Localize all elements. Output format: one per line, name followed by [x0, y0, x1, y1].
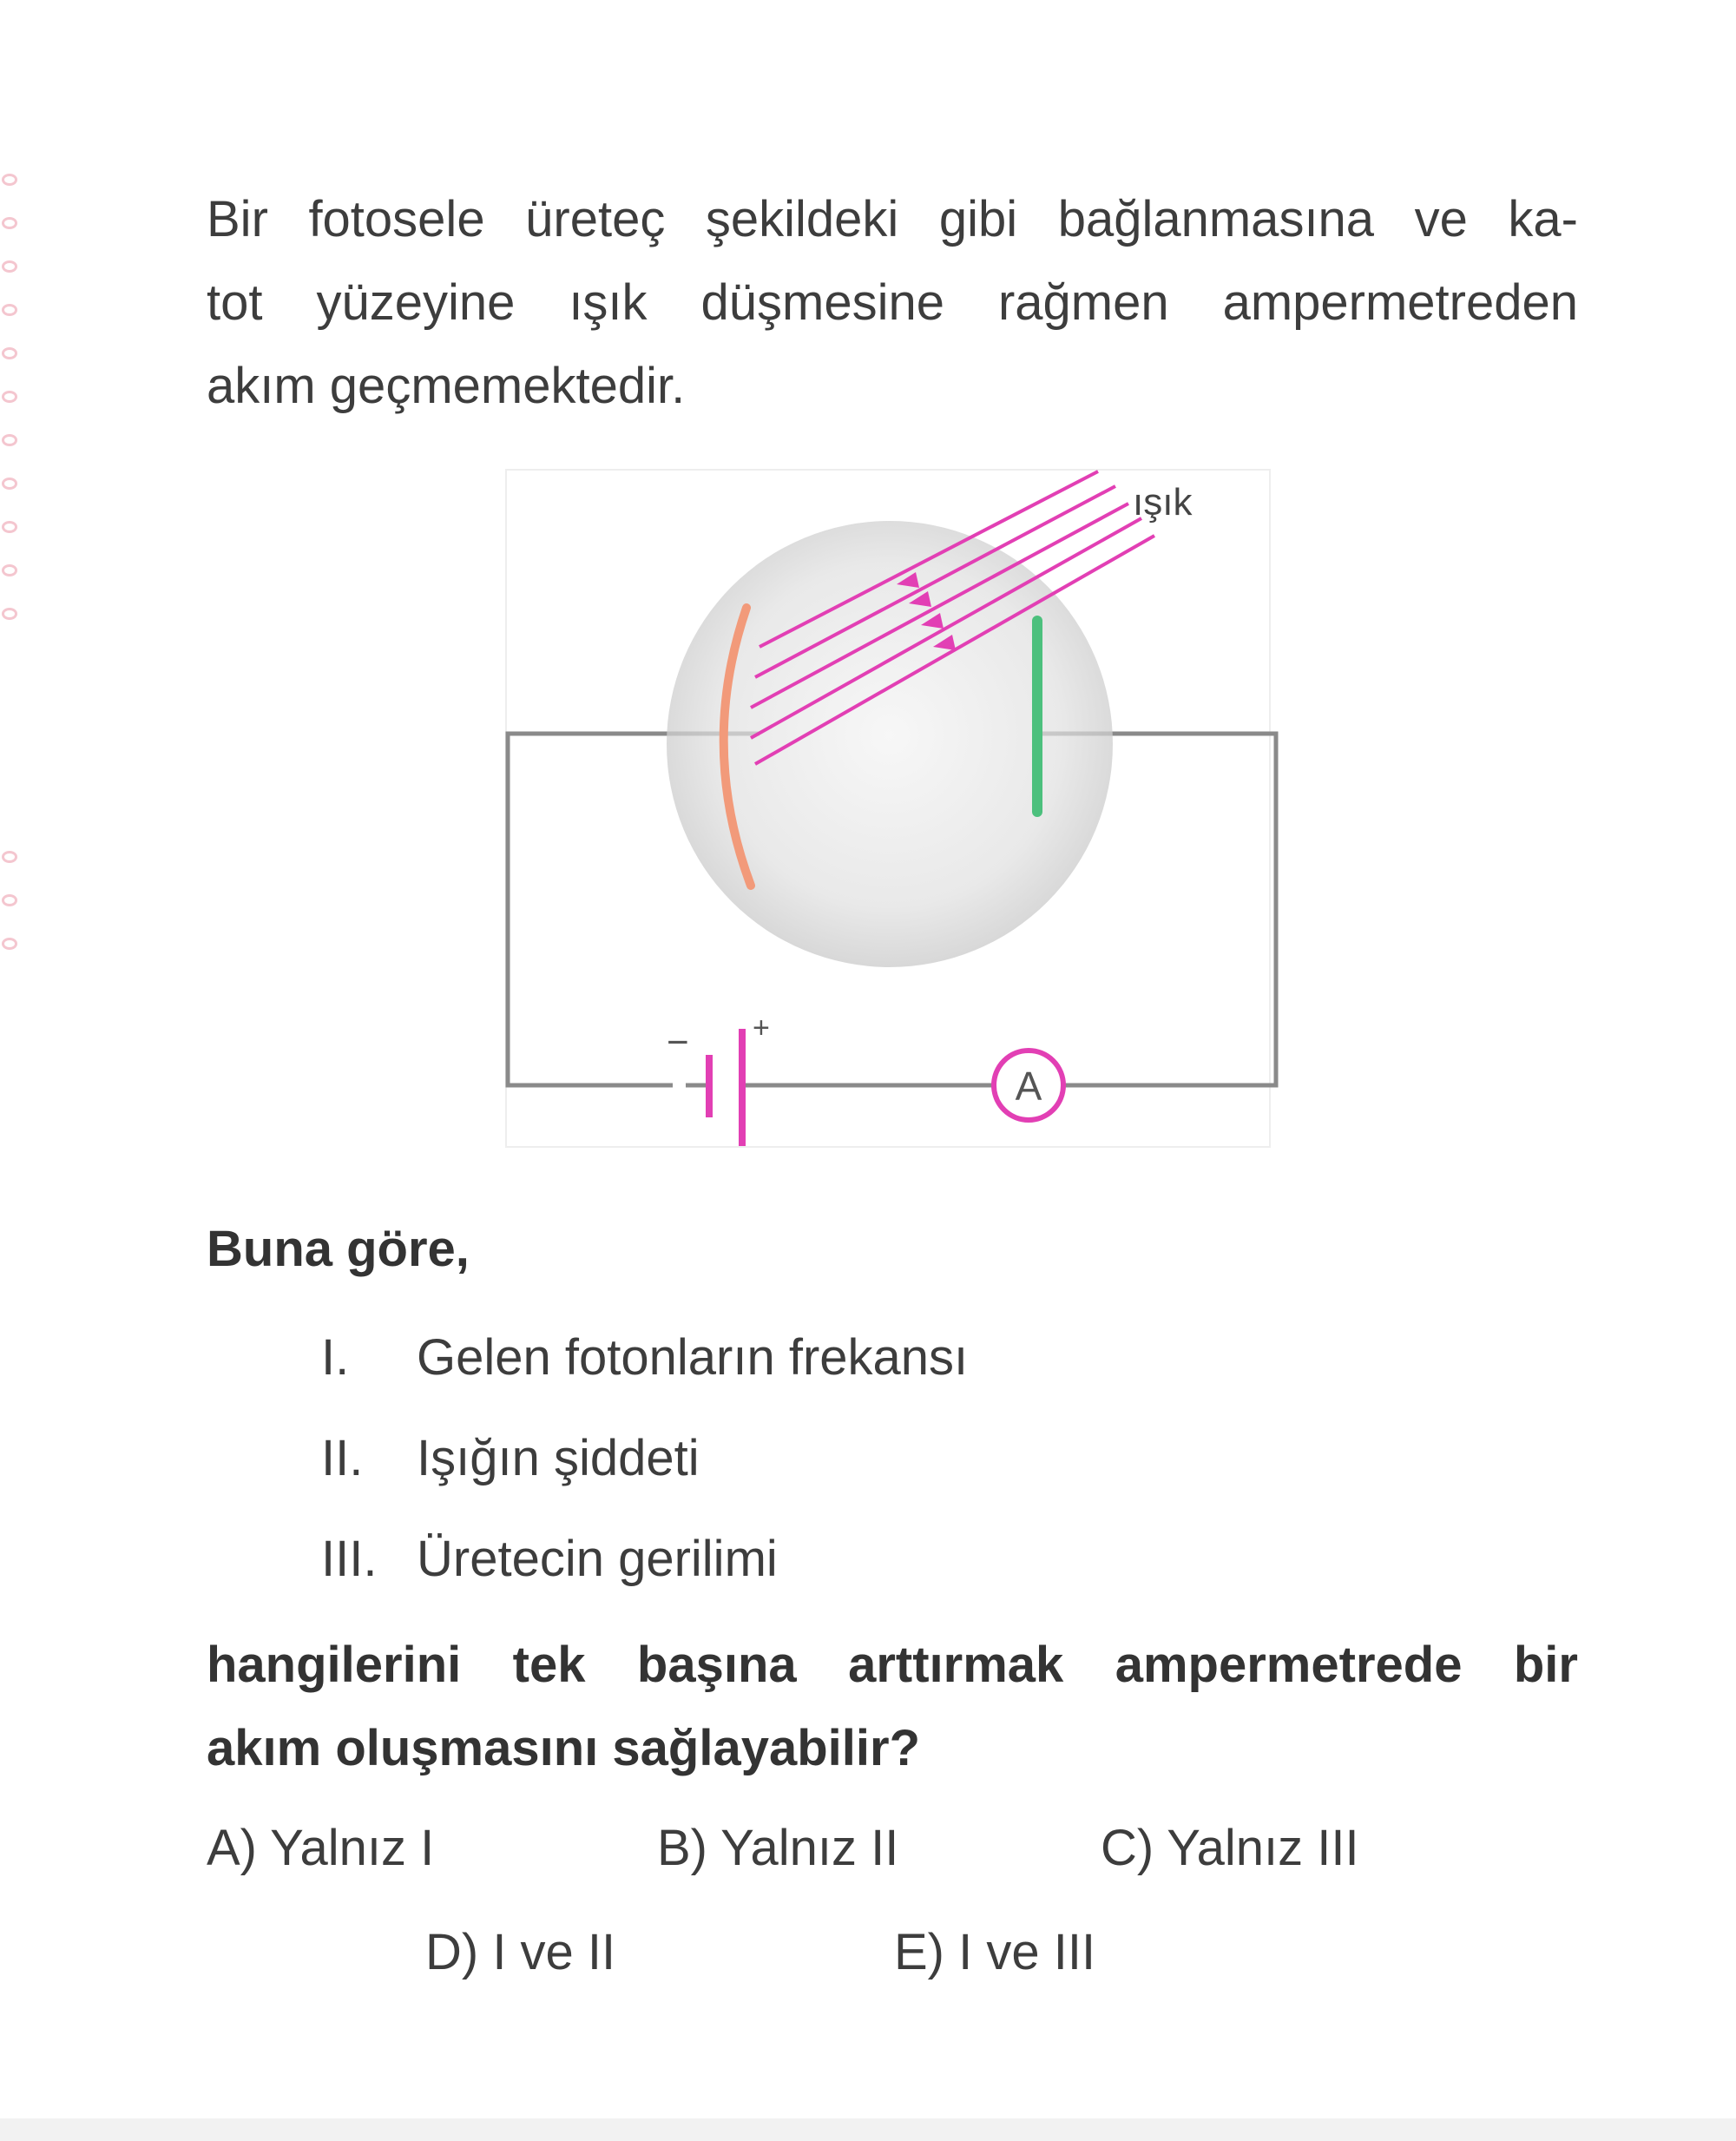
statement-item: [321, 1328, 968, 1429]
margin-decoration: [0, 0, 26, 1042]
statement-item: [321, 1530, 968, 1630]
statement-number: III.: [321, 1531, 378, 1587]
question-intro: [207, 178, 1578, 428]
option-e[interactable]: E) I ve III: [894, 1924, 1096, 1980]
intro-line-3: akım geçmemektedir.: [207, 358, 686, 414]
statement-item: [321, 1429, 968, 1530]
option-a[interactable]: A) Yalnız I: [207, 1820, 435, 1876]
lead-text: Buna göre,: [207, 1221, 470, 1277]
option-d[interactable]: D) I ve II: [425, 1924, 616, 1980]
intro-line-1: Bir fotosele üreteç şekildeki gibi bağlanmasına ve ka-: [207, 191, 1578, 247]
light-label: ışık: [1133, 481, 1193, 524]
option-c[interactable]: C) Yalnız III: [1101, 1820, 1359, 1876]
ammeter-label: A: [1015, 1064, 1042, 1109]
intro-line-2: tot yüzeyine ışık düşmesine rağmen ampermetreden: [207, 274, 1578, 331]
battery-plus-sign: +: [753, 1011, 770, 1044]
option-b[interactable]: B) Yalnız II: [657, 1820, 899, 1876]
statement-list: [321, 1328, 968, 1630]
page-bottom-band: [0, 2118, 1736, 2141]
statement-number: I.: [321, 1329, 350, 1386]
question-line-1: hangilerini tek başına arttırmak ampermetrede bir: [207, 1637, 1578, 1693]
question-stem: [207, 1624, 1578, 1790]
photocell-circuit-figure: [499, 464, 1280, 1159]
battery-minus-sign: −: [667, 1021, 689, 1064]
photocell-bulb: [667, 521, 1113, 967]
statement-text: Üretecin gerilimi: [417, 1531, 778, 1587]
statement-text: Işığın şiddeti: [417, 1430, 700, 1486]
circuit-diagram: [499, 464, 1280, 1159]
question-line-2: akım oluşmasını sağlayabilir?: [207, 1720, 920, 1776]
battery-gap: [713, 1079, 739, 1091]
statement-number: II.: [321, 1430, 364, 1486]
statement-text: Gelen fotonların frekansı: [417, 1329, 969, 1386]
